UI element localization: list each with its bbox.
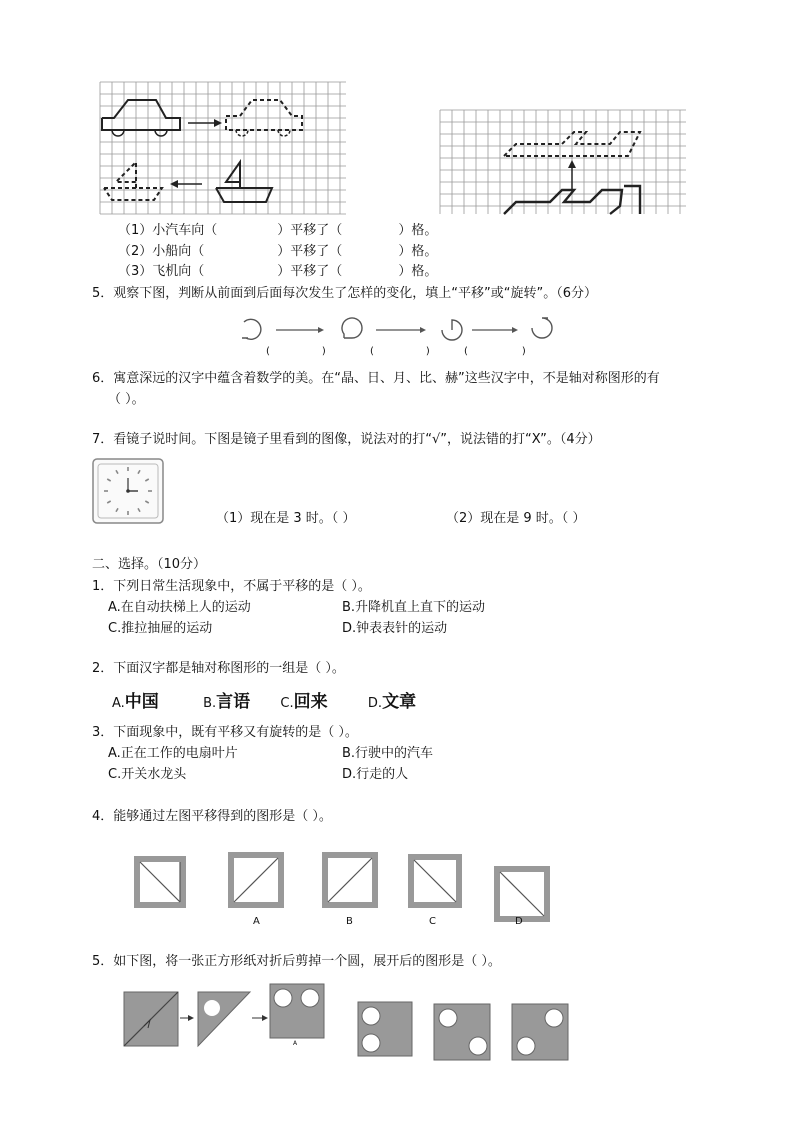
s2-q1-option-b: B.升降机直上直下的运动 <box>342 600 486 615</box>
q5-option-1[interactable] <box>358 1002 412 1056</box>
s2-q3-text: 3．下面现象中，既有平移又有旋转的是（ ）。 <box>92 725 358 740</box>
q6-line-2: （ ）。 <box>108 392 145 407</box>
cut-triangle <box>198 992 250 1046</box>
q4-label-c: C <box>429 916 436 927</box>
q4-item-3: （3）飞机向（ ）平移了（ ）格。 <box>118 264 438 279</box>
s2-q1-text: 1．下列日常生活现象中，不属于平移的是（ ）。 <box>92 579 371 594</box>
rotation-shape-2 <box>342 318 362 338</box>
q7-item-2: （2）现在是 9 时。（ ） <box>446 511 586 526</box>
s2-q2-options: A.中国 B.言语 C.回来 D.文章 <box>112 692 417 712</box>
s2-q5-figures <box>122 982 572 1066</box>
section2-title: 二、选择。（10分） <box>92 557 207 572</box>
q4-label-b: B <box>346 916 353 927</box>
q7-item-1: （1）现在是 3 时。（ ） <box>216 511 356 526</box>
s2-q1-option-a: A.在自动扶梯上人的运动 <box>108 600 251 615</box>
q5-label-a: A <box>293 1040 298 1047</box>
q4-option-b-square[interactable] <box>322 852 378 908</box>
s2-q4-text: 4．能够通过左图平移得到的图形是（ ）。 <box>92 809 332 824</box>
q4-label-d: D <box>515 916 523 927</box>
grid-figure-left <box>100 82 348 214</box>
q5-option-3[interactable] <box>512 1004 568 1060</box>
unfolded-square <box>270 984 324 1038</box>
q5-blank-1[interactable]: ( ) <box>266 346 326 357</box>
q6-line-1: 6．寓意深远的汉字中蕴含着数学的美。在“晶、日、月、比、赫”这些汉字中，不是轴对称图形的有 <box>92 371 660 386</box>
s2-q3-option-b: B.行驶中的汽车 <box>342 746 434 761</box>
rotation-shape-3 <box>442 320 462 340</box>
s2-q5-text: 5．如下图，将一张正方形纸对折后剪掉一个圆，展开后的图形是（ ）。 <box>92 954 501 969</box>
q5-blank-3[interactable]: ( ) <box>464 346 526 357</box>
car-solid <box>102 100 180 130</box>
s2-q3-option-c: C.开关水龙头 <box>108 767 187 782</box>
q5-option-2[interactable] <box>434 1004 490 1060</box>
s2-q3-option-a: A.正在工作的电扇叶片 <box>108 746 238 761</box>
s2-q1-option-d: D.钟表表针的运动 <box>342 621 448 636</box>
s2-q3-option-d: D.行走的人 <box>342 767 409 782</box>
s2-q2-text: 2．下面汉字都是轴对称图形的一组是（ ）。 <box>92 661 345 676</box>
q4-source-square <box>134 856 186 908</box>
s2-q4-figures <box>132 850 552 924</box>
q4-option-a-square[interactable] <box>228 852 284 908</box>
mirror-clock <box>92 458 164 524</box>
grid-figure-right <box>440 110 688 214</box>
car-boat-grid <box>100 82 348 214</box>
q4-item-2: （2）小船向（ ）平移了（ ）格。 <box>118 244 438 259</box>
fold-square <box>124 992 178 1046</box>
q5-text: 5．观察下图，判断从前面到后面每次发生了怎样的变化，填上“平移”或“旋转”。（6分） <box>92 286 597 301</box>
q4-label-a: A <box>253 916 260 927</box>
plane-grid <box>440 110 688 214</box>
q5-blank-2[interactable]: ( ) <box>370 346 430 357</box>
rotation-shape-1 <box>242 319 261 339</box>
car-dashed <box>226 100 302 130</box>
q7-text: 7．看镜子说时间。下图是镜子里看到的图像，说法对的打“√”，说法错的打“X”。（4分） <box>92 432 601 447</box>
s2-q1-option-c: C.推拉抽屉的运动 <box>108 621 213 636</box>
q4-option-c-square[interactable] <box>408 854 462 908</box>
rotation-shape-4 <box>532 318 552 338</box>
q4-item-1: （1）小汽车向（ ）平移了（ ）格。 <box>118 223 438 238</box>
